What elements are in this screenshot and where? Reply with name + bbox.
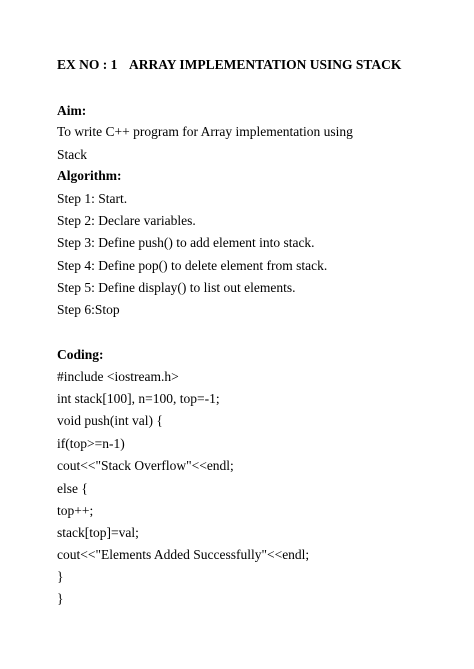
exercise-number: EX NO : 1 [57, 57, 118, 72]
code-line: else { [57, 481, 88, 496]
aim-line: Stack [57, 147, 87, 162]
algorithm-step: Step 4: Define pop() to delete element from stack. [57, 258, 328, 273]
code-line: cout<<"Elements Added Successfully"<<endl; [57, 547, 310, 562]
code-line: int stack[100], n=100, top=-1; [57, 391, 220, 406]
coding-heading: Coding: [57, 347, 104, 362]
aim-line: To write C++ program for Array implementation using [57, 124, 353, 139]
algorithm-step: Step 6:Stop [57, 302, 120, 317]
aim-heading: Aim: [57, 103, 87, 118]
code-line: top++; [57, 503, 94, 518]
algorithm-heading: Algorithm: [57, 168, 122, 183]
code-line: void push(int val) { [57, 413, 163, 428]
algorithm-step: Step 3: Define push() to add element into stack. [57, 235, 315, 250]
code-line: cout<<"Stack Overflow"<<endl; [57, 458, 234, 473]
code-line: } [57, 591, 64, 606]
algorithm-step: Step 5: Define display() to list out elements. [57, 280, 296, 295]
code-line: } [57, 569, 64, 584]
code-line: #include <iostream.h> [57, 369, 179, 384]
exercise-title: ARRAY IMPLEMENTATION USING STACK [129, 57, 402, 72]
code-line: if(top>=n-1) [57, 436, 125, 451]
code-line: stack[top]=val; [57, 525, 139, 540]
algorithm-step: Step 1: Start. [57, 191, 128, 206]
algorithm-step: Step 2: Declare variables. [57, 213, 196, 228]
